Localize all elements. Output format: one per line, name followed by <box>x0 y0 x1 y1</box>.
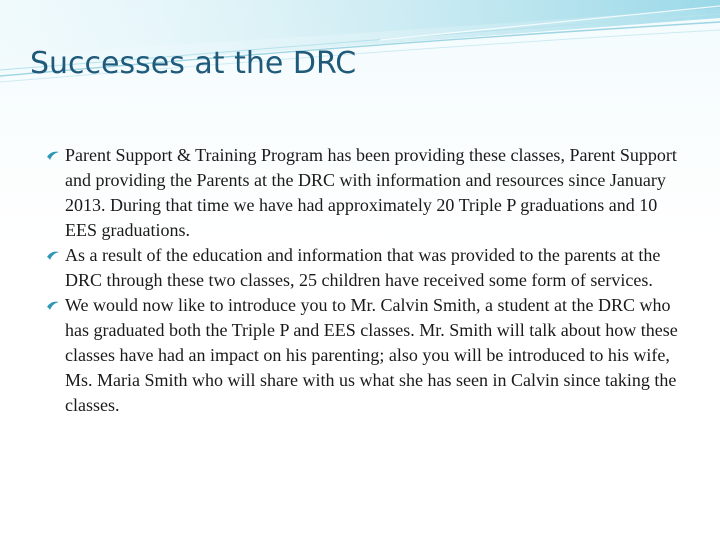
bullet-text: As a result of the education and information that was provided to the parents at the DRC through these two classes, 25 children have received some form of services. <box>65 245 661 290</box>
bullet-text: Parent Support & Training Program has been providing these classes, Parent Support and providing the Parents at the DRC with information and resources since January 2013. During that time we have had approximately 20 Triple P graduations and 10 EES graduations. <box>65 145 677 240</box>
bullet-item <box>46 243 686 293</box>
swoosh-bullet-icon <box>46 150 60 162</box>
bullet-text: We would now like to introduce you to Mr. Calvin Smith, a student at the DRC who has graduated both the Triple P and EES classes. Mr. Smith will talk about how these classes have had an impact on his parenting; also you will be introduced to his wife, Ms. Maria Smith who will share with us what she has seen in Calvin since taking the classes. <box>65 295 678 415</box>
bullet-item <box>46 143 686 243</box>
bullet-list <box>46 143 686 418</box>
swoosh-bullet-icon <box>46 250 60 262</box>
bullet-item <box>46 293 686 418</box>
slide-title: Successes at the DRC <box>30 46 357 81</box>
swoosh-bullet-icon <box>46 300 60 312</box>
